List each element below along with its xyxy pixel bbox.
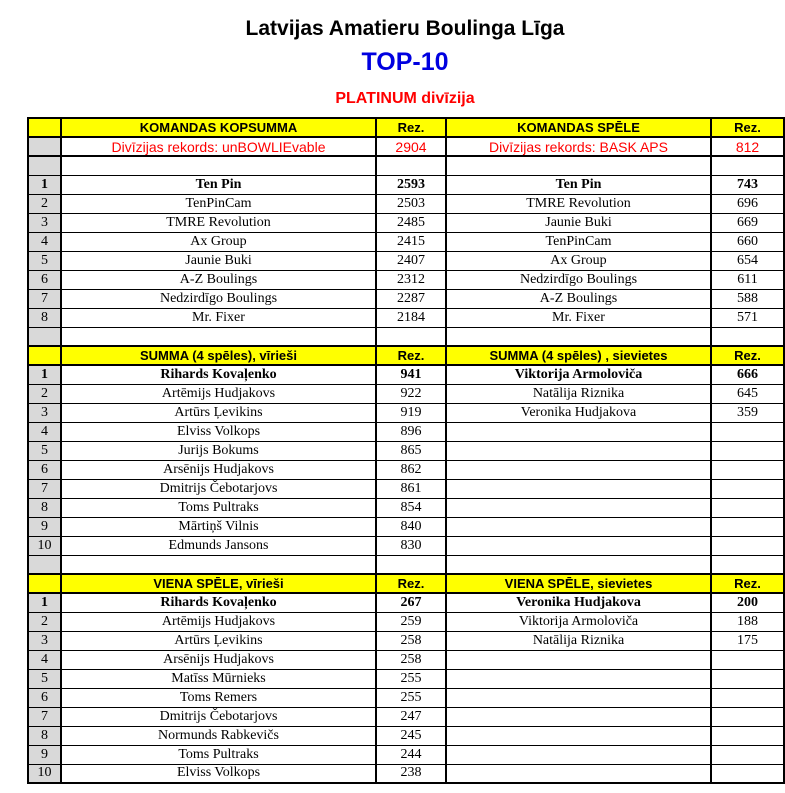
name-cell-right xyxy=(446,498,711,517)
name-cell-left xyxy=(61,327,376,346)
score-cell-right xyxy=(711,726,784,745)
score-cell-right: 359 xyxy=(711,403,784,422)
name-cell-right xyxy=(446,707,711,726)
rank-cell: 10 xyxy=(28,764,61,783)
section-header-corner-cell xyxy=(28,118,61,137)
name-cell-right xyxy=(446,460,711,479)
rank-cell: 4 xyxy=(28,650,61,669)
rank-cell: 9 xyxy=(28,745,61,764)
score-cell-right: 669 xyxy=(711,213,784,232)
name-cell-right: Ax Group xyxy=(446,251,711,270)
name-cell-right: Nedzirdīgo Boulings xyxy=(446,270,711,289)
score-cell-right xyxy=(711,498,784,517)
score-cell-right: 571 xyxy=(711,308,784,327)
score-cell-right xyxy=(711,536,784,555)
heading-block xyxy=(27,0,783,108)
score-cell-left: 2485 xyxy=(376,213,446,232)
name-cell-left: Edmunds Jansons xyxy=(61,536,376,555)
score-cell-left: 2503 xyxy=(376,194,446,213)
section-header-row xyxy=(28,346,784,365)
score-cell-left: 267 xyxy=(376,593,446,612)
score-cell-right xyxy=(711,764,784,783)
score-cell-left: 896 xyxy=(376,422,446,441)
score-cell-right xyxy=(711,517,784,536)
score-cell-left: 865 xyxy=(376,441,446,460)
rank-cell: 2 xyxy=(28,384,61,403)
score-cell-right: 696 xyxy=(711,194,784,213)
name-cell-right xyxy=(446,555,711,574)
score-cell-right: 666 xyxy=(711,365,784,384)
score-cell-right: 743 xyxy=(711,175,784,194)
rank-cell: 8 xyxy=(28,726,61,745)
name-cell-right xyxy=(446,441,711,460)
rez-header-cell: Rez. xyxy=(711,346,784,365)
section-header-left-cell: KOMANDAS KOPSUMMA xyxy=(61,118,376,137)
name-cell-right: A-Z Boulings xyxy=(446,289,711,308)
name-cell-left: Artēmijs Hudjakovs xyxy=(61,612,376,631)
name-cell-left: Jaunie Buki xyxy=(61,251,376,270)
rank-cell xyxy=(28,156,61,175)
data-row xyxy=(28,384,784,403)
data-row xyxy=(28,707,784,726)
rank-cell: 6 xyxy=(28,270,61,289)
score-cell-left: 2904 xyxy=(376,137,446,156)
score-cell-right: 175 xyxy=(711,631,784,650)
score-cell-left: 922 xyxy=(376,384,446,403)
section-header-row xyxy=(28,118,784,137)
name-cell-left: Rihards Kovaļenko xyxy=(61,365,376,384)
name-cell-left: Ten Pin xyxy=(61,175,376,194)
score-cell-right xyxy=(711,688,784,707)
data-row xyxy=(28,365,784,384)
name-cell-left: Toms Pultraks xyxy=(61,498,376,517)
name-cell-left: Arsēnijs Hudjakovs xyxy=(61,460,376,479)
data-row xyxy=(28,631,784,650)
name-cell-left: Ax Group xyxy=(61,232,376,251)
name-cell-right xyxy=(446,650,711,669)
division-title: PLATINUM divīzija xyxy=(335,90,475,107)
data-row xyxy=(28,232,784,251)
rank-cell: 9 xyxy=(28,517,61,536)
score-cell-left: 862 xyxy=(376,460,446,479)
rank-cell: 2 xyxy=(28,194,61,213)
name-cell-right: Jaunie Buki xyxy=(446,213,711,232)
name-cell-left xyxy=(61,156,376,175)
name-cell-right xyxy=(446,479,711,498)
name-cell-right: TMRE Revolution xyxy=(446,194,711,213)
score-cell-left: 2593 xyxy=(376,175,446,194)
rank-cell: 5 xyxy=(28,441,61,460)
name-cell-left: Artēmijs Hudjakovs xyxy=(61,384,376,403)
name-cell-right: Viktorija Armoloviča xyxy=(446,365,711,384)
score-cell-right xyxy=(711,460,784,479)
rank-cell: 8 xyxy=(28,308,61,327)
score-cell-right xyxy=(711,707,784,726)
score-cell-right xyxy=(711,327,784,346)
score-cell-left: 854 xyxy=(376,498,446,517)
rez-header-cell: Rez. xyxy=(376,574,446,593)
rank-cell: 8 xyxy=(28,498,61,517)
name-cell-left: Mr. Fixer xyxy=(61,308,376,327)
name-cell-left: TMRE Revolution xyxy=(61,213,376,232)
score-cell-left: 2312 xyxy=(376,270,446,289)
score-cell-right: 645 xyxy=(711,384,784,403)
data-row xyxy=(28,213,784,232)
data-row xyxy=(28,498,784,517)
data-row xyxy=(28,175,784,194)
rez-header-cell: Rez. xyxy=(376,346,446,365)
name-cell-left: Artūrs Ļevikins xyxy=(61,403,376,422)
blank-row xyxy=(28,156,784,175)
data-row xyxy=(28,593,784,612)
name-cell-right: Veronika Hudjakova xyxy=(446,593,711,612)
score-cell-left: 861 xyxy=(376,479,446,498)
score-cell-left: 2407 xyxy=(376,251,446,270)
name-cell-left xyxy=(61,555,376,574)
score-cell-right xyxy=(711,156,784,175)
page-subtitle: TOP-10 xyxy=(361,48,449,76)
name-cell-left: Rihards Kovaļenko xyxy=(61,593,376,612)
name-cell-right xyxy=(446,688,711,707)
name-cell-right: Mr. Fixer xyxy=(446,308,711,327)
name-cell-left: Toms Remers xyxy=(61,688,376,707)
score-cell-left xyxy=(376,156,446,175)
score-cell-left: 238 xyxy=(376,764,446,783)
name-cell-right xyxy=(446,764,711,783)
data-row xyxy=(28,460,784,479)
section-header-right-cell: VIENA SPĒLE, sievietes xyxy=(446,574,711,593)
score-cell-left: 840 xyxy=(376,517,446,536)
rank-cell: 1 xyxy=(28,593,61,612)
data-row xyxy=(28,650,784,669)
section-header-left-cell: SUMMA (4 spēles), vīrieši xyxy=(61,346,376,365)
rank-cell xyxy=(28,327,61,346)
score-cell-left: 245 xyxy=(376,726,446,745)
data-row xyxy=(28,612,784,631)
name-cell-left: Jurijs Bokums xyxy=(61,441,376,460)
score-cell-left: 258 xyxy=(376,631,446,650)
score-cell-right: 200 xyxy=(711,593,784,612)
score-cell-right xyxy=(711,745,784,764)
score-cell-left: 244 xyxy=(376,745,446,764)
blank-row xyxy=(28,555,784,574)
rank-cell xyxy=(28,137,61,156)
data-row xyxy=(28,745,784,764)
score-cell-right: 654 xyxy=(711,251,784,270)
score-cell-right: 611 xyxy=(711,270,784,289)
rank-cell: 3 xyxy=(28,403,61,422)
name-cell-right: Viktorija Armoloviča xyxy=(446,612,711,631)
score-cell-right: 660 xyxy=(711,232,784,251)
name-cell-left: A-Z Boulings xyxy=(61,270,376,289)
score-cell-right: 812 xyxy=(711,137,784,156)
name-cell-left: Matīss Mūrnieks xyxy=(61,669,376,688)
score-cell-right xyxy=(711,669,784,688)
rank-cell: 4 xyxy=(28,422,61,441)
rez-header-cell: Rez. xyxy=(711,574,784,593)
rank-cell: 5 xyxy=(28,251,61,270)
name-cell-right xyxy=(446,745,711,764)
rank-cell: 10 xyxy=(28,536,61,555)
standings-table-body xyxy=(28,118,784,783)
name-cell-right: Divīzijas rekords: BASK APS xyxy=(446,137,711,156)
name-cell-right xyxy=(446,327,711,346)
record-row xyxy=(28,137,784,156)
name-cell-right: Veronika Hudjakova xyxy=(446,403,711,422)
data-row xyxy=(28,422,784,441)
score-cell-left: 2184 xyxy=(376,308,446,327)
data-row xyxy=(28,669,784,688)
score-cell-left xyxy=(376,555,446,574)
data-row xyxy=(28,194,784,213)
data-row xyxy=(28,764,784,783)
score-cell-left: 941 xyxy=(376,365,446,384)
rank-cell: 3 xyxy=(28,631,61,650)
name-cell-right xyxy=(446,422,711,441)
name-cell-right: Ten Pin xyxy=(446,175,711,194)
name-cell-left: Toms Pultraks xyxy=(61,745,376,764)
name-cell-left: Mārtiņš Vilnis xyxy=(61,517,376,536)
data-row xyxy=(28,403,784,422)
page-title: Latvijas Amatieru Boulinga Līga xyxy=(245,17,565,40)
section-header-right-cell: SUMMA (4 spēles) , sievietes xyxy=(446,346,711,365)
blank-row xyxy=(28,327,784,346)
data-row xyxy=(28,688,784,707)
rank-cell: 7 xyxy=(28,707,61,726)
section-header-corner-cell xyxy=(28,346,61,365)
name-cell-left: Normunds Rabkevičs xyxy=(61,726,376,745)
rank-cell xyxy=(28,555,61,574)
rank-cell: 7 xyxy=(28,289,61,308)
name-cell-right: Natālija Riznika xyxy=(446,631,711,650)
name-cell-right: Natālija Riznika xyxy=(446,384,711,403)
score-cell-right xyxy=(711,441,784,460)
name-cell-right: TenPinCam xyxy=(446,232,711,251)
score-cell-left: 2287 xyxy=(376,289,446,308)
rank-cell: 5 xyxy=(28,669,61,688)
data-row xyxy=(28,289,784,308)
rank-cell: 1 xyxy=(28,365,61,384)
rank-cell: 4 xyxy=(28,232,61,251)
name-cell-right xyxy=(446,517,711,536)
name-cell-right xyxy=(446,536,711,555)
name-cell-left: Arsēnijs Hudjakovs xyxy=(61,650,376,669)
name-cell-right xyxy=(446,156,711,175)
score-cell-left: 255 xyxy=(376,688,446,707)
data-row xyxy=(28,251,784,270)
name-cell-left: Divīzijas rekords: unBOWLIEvable xyxy=(61,137,376,156)
name-cell-left: Nedzirdīgo Boulings xyxy=(61,289,376,308)
section-header-corner-cell xyxy=(28,574,61,593)
name-cell-left: Elviss Volkops xyxy=(61,422,376,441)
name-cell-left: Dmitrijs Čebotarjovs xyxy=(61,479,376,498)
name-cell-left: Dmitrijs Čebotarjovs xyxy=(61,707,376,726)
section-header-right-cell: KOMANDAS SPĒLE xyxy=(446,118,711,137)
name-cell-left: TenPinCam xyxy=(61,194,376,213)
score-cell-left: 259 xyxy=(376,612,446,631)
score-cell-right xyxy=(711,422,784,441)
rez-header-cell: Rez. xyxy=(711,118,784,137)
name-cell-left: Artūrs Ļevikins xyxy=(61,631,376,650)
score-cell-right xyxy=(711,479,784,498)
score-cell-left: 830 xyxy=(376,536,446,555)
rank-cell: 2 xyxy=(28,612,61,631)
score-cell-left: 919 xyxy=(376,403,446,422)
rank-cell: 7 xyxy=(28,479,61,498)
score-cell-left: 258 xyxy=(376,650,446,669)
score-cell-right: 188 xyxy=(711,612,784,631)
name-cell-right xyxy=(446,669,711,688)
score-cell-left xyxy=(376,327,446,346)
data-row xyxy=(28,270,784,289)
name-cell-right xyxy=(446,726,711,745)
data-row xyxy=(28,726,784,745)
rank-cell: 6 xyxy=(28,688,61,707)
data-row xyxy=(28,517,784,536)
score-cell-left: 247 xyxy=(376,707,446,726)
section-header-row xyxy=(28,574,784,593)
data-row xyxy=(28,308,784,327)
standings-table xyxy=(27,117,785,784)
rank-cell: 3 xyxy=(28,213,61,232)
score-cell-left: 2415 xyxy=(376,232,446,251)
score-cell-right: 588 xyxy=(711,289,784,308)
score-cell-right xyxy=(711,650,784,669)
score-cell-right xyxy=(711,555,784,574)
score-cell-left: 255 xyxy=(376,669,446,688)
rez-header-cell: Rez. xyxy=(376,118,446,137)
rank-cell: 6 xyxy=(28,460,61,479)
data-row xyxy=(28,479,784,498)
data-row xyxy=(28,441,784,460)
rank-cell: 1 xyxy=(28,175,61,194)
name-cell-left: Elviss Volkops xyxy=(61,764,376,783)
section-header-left-cell: VIENA SPĒLE, vīrieši xyxy=(61,574,376,593)
data-row xyxy=(28,536,784,555)
